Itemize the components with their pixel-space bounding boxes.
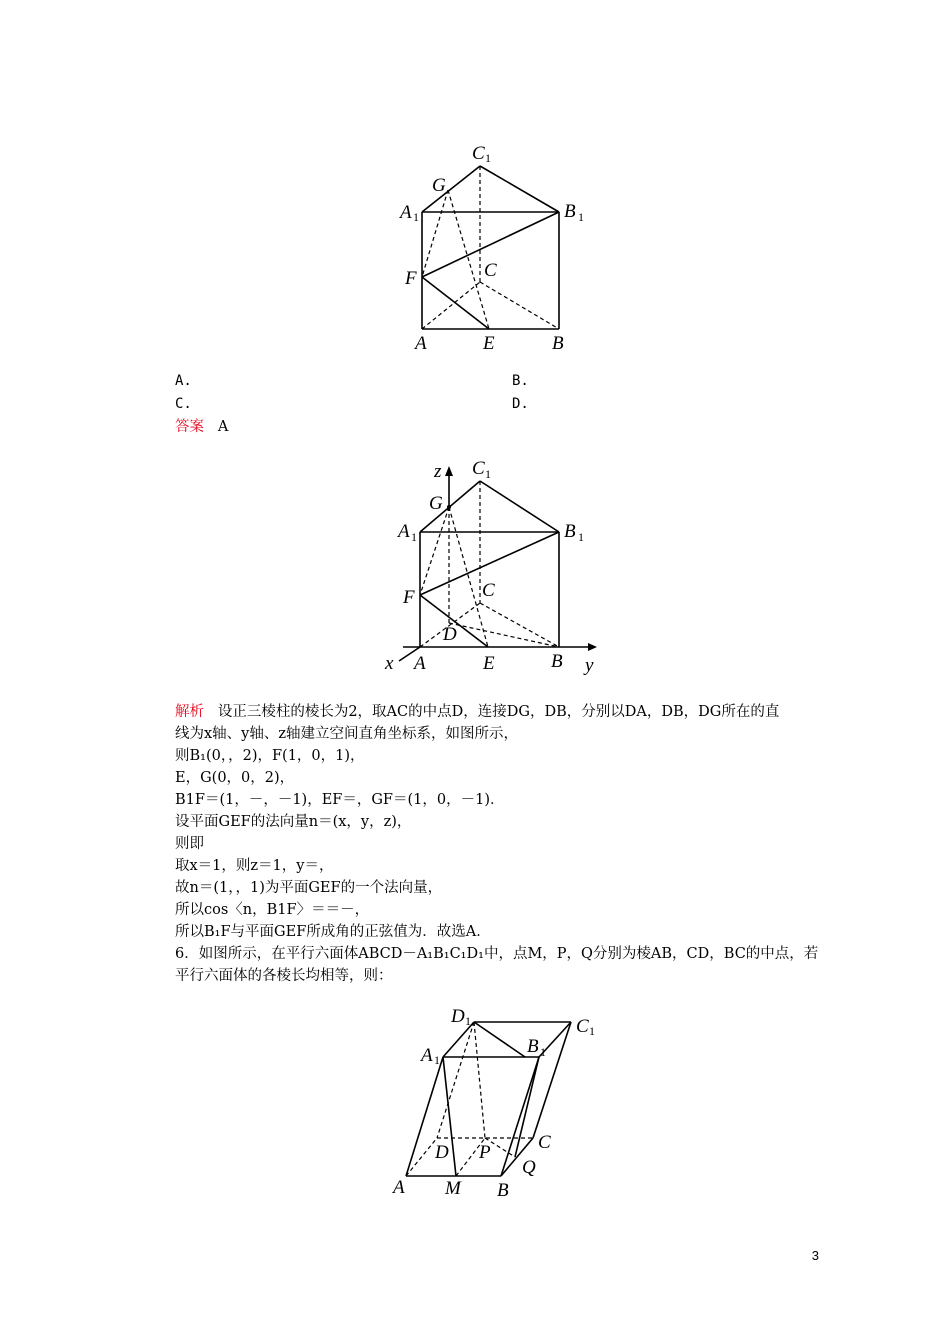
svg-text:1: 1 xyxy=(578,210,584,224)
figure-prism-2 xyxy=(383,443,619,687)
label3-c: C xyxy=(538,1132,551,1153)
label-a: A xyxy=(415,333,427,354)
label2-a1: A xyxy=(398,521,410,542)
label-c1: C xyxy=(472,143,485,164)
solution-line-8: 取x＝1，则z＝1，y＝， xyxy=(175,858,334,874)
problem6-line-2: 平行六面体的各棱长均相等，则： xyxy=(175,968,393,984)
parallelepiped-diagram xyxy=(375,990,610,1215)
solution-line-7: 则即 xyxy=(175,836,204,852)
label-c: C xyxy=(484,260,497,281)
svg-text:1: 1 xyxy=(434,1053,440,1067)
label-b1: B xyxy=(564,201,576,222)
solution-line-10: 所以cos〈n，B1F〉＝＝－， xyxy=(175,902,370,918)
label-b: B xyxy=(552,333,564,354)
svg-text:1: 1 xyxy=(485,467,491,481)
svg-text:1: 1 xyxy=(413,210,419,224)
axis-y-label: y xyxy=(585,655,594,676)
axis-z-label: z xyxy=(434,461,442,482)
label2-d: D xyxy=(443,624,457,645)
answer-value: A xyxy=(217,419,229,435)
solution-line-3: 则B₁(0，，2)，F(1，0，1)， xyxy=(175,748,365,764)
label2-c1: C xyxy=(472,458,485,479)
label3-a1: A xyxy=(421,1045,433,1066)
label-g: G xyxy=(432,175,446,196)
option-d[interactable]: D. xyxy=(512,396,529,412)
answer-line xyxy=(175,416,228,438)
svg-text:1: 1 xyxy=(578,530,584,544)
label2-a: A xyxy=(414,653,426,674)
solution-line-9: 故n＝(1，，1)为平面GEF的一个法向量， xyxy=(175,880,443,896)
prism-diagram-1 xyxy=(382,124,600,372)
solution-line-4: E，G(0，0，2)， xyxy=(175,770,295,786)
label-e: E xyxy=(483,333,495,354)
solution-line-6: 设平面GEF的法向量n＝(x，y，z)， xyxy=(175,814,412,830)
solution-line-1: 解析 设正三棱柱的棱长为2，取AC的中点D，连接DG，DB，分别以DA，DB，DG所在的直 xyxy=(175,704,780,720)
svg-text:1: 1 xyxy=(589,1024,595,1038)
solution-line-2: 线为x轴、y轴、z轴建立空间直角坐标系，如图所示， xyxy=(175,726,519,742)
label-f: F xyxy=(405,268,417,289)
figure-prism-1 xyxy=(382,124,600,372)
option-a[interactable]: A. xyxy=(175,373,192,389)
label-a1: A xyxy=(400,202,412,223)
label2-e: E xyxy=(483,653,495,674)
answer-label: 答案 xyxy=(175,419,204,435)
option-b[interactable]: B. xyxy=(512,373,529,389)
prism-diagram-2 xyxy=(383,443,619,687)
solution-label: 解析 xyxy=(175,704,204,720)
label3-d: D xyxy=(435,1142,449,1163)
label3-d1: D xyxy=(451,1006,465,1027)
label3-b1: B xyxy=(527,1036,539,1057)
label2-c: C xyxy=(482,580,495,601)
label3-p: P xyxy=(479,1142,491,1163)
label2-b1: B xyxy=(564,521,576,542)
figure-parallelepiped xyxy=(375,990,610,1215)
svg-text:1: 1 xyxy=(540,1045,546,1059)
axis-x-label: x xyxy=(385,653,394,674)
label3-b: B xyxy=(497,1180,509,1201)
page-number: 3 xyxy=(811,1248,819,1263)
svg-text:1: 1 xyxy=(485,151,491,165)
label3-m: M xyxy=(445,1178,461,1199)
label2-b: B xyxy=(551,651,563,672)
svg-text:1: 1 xyxy=(411,530,417,544)
label2-g: G xyxy=(429,493,443,514)
label3-q: Q xyxy=(522,1157,536,1178)
problem6-line-1: 6．如图所示，在平行六面体ABCD－A₁B₁C₁D₁中，点M，P，Q分别为棱AB，CD，BC的中点，若 xyxy=(175,946,819,962)
label3-c1: C xyxy=(576,1016,589,1037)
option-c[interactable]: C. xyxy=(175,396,192,412)
label2-f: F xyxy=(403,587,415,608)
solution-line-5: B1F＝(1，－，－1)，EF＝，GF＝(1，0，－1)． xyxy=(175,792,505,808)
label3-a: A xyxy=(393,1177,405,1198)
solution-line-11: 所以B₁F与平面GEF所成角的正弦值为．故选A． xyxy=(175,924,491,940)
svg-text:1: 1 xyxy=(465,1014,471,1028)
